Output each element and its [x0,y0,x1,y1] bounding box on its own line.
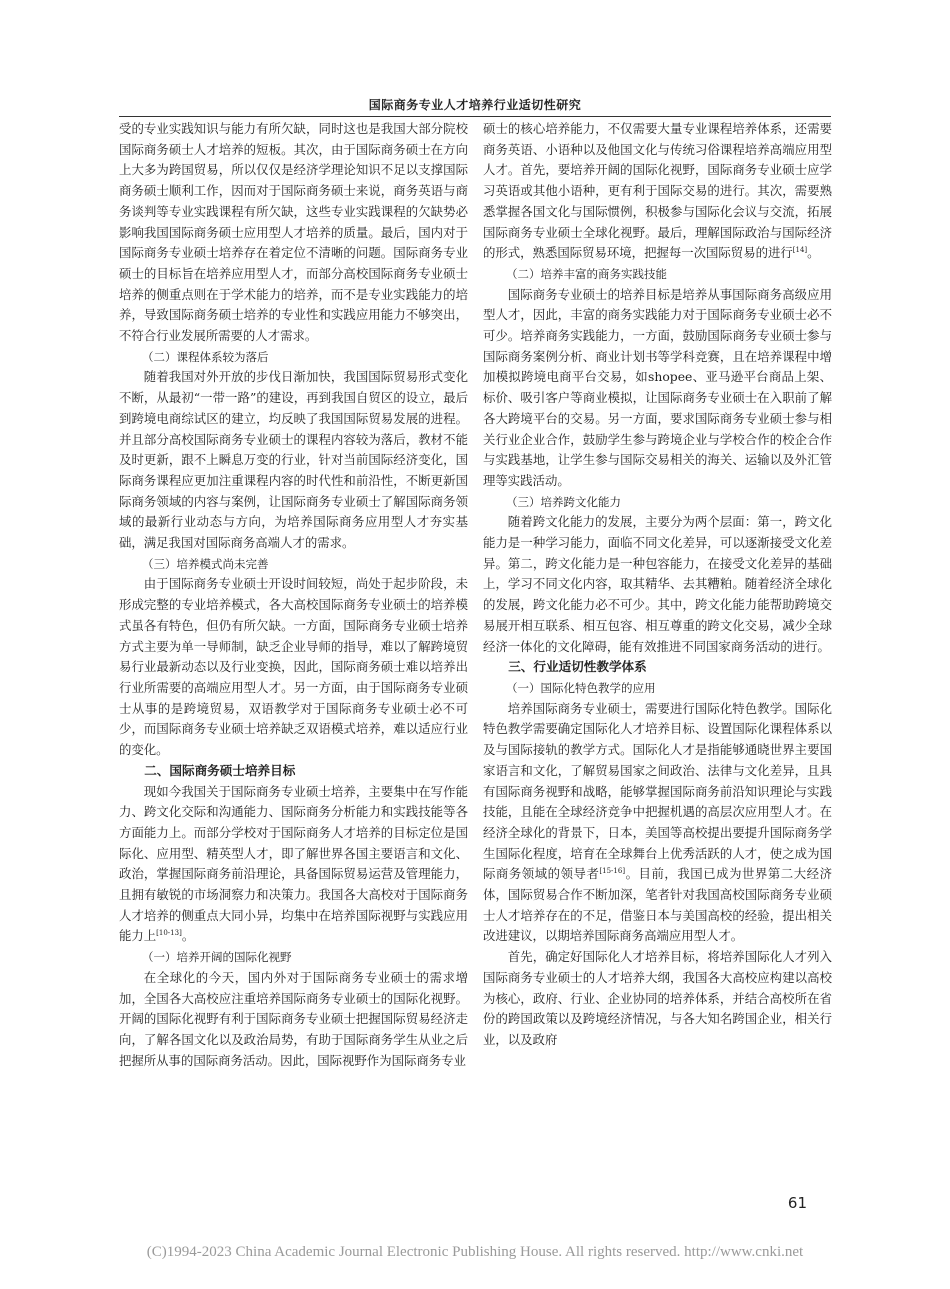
right-column [483,119,832,1209]
subsection-heading: （二）培养丰富的商务实践技能 [506,266,667,281]
section-heading: 二、国际商务硕士培养目标 [144,762,296,778]
subsection-heading: （二）课程体系较为落后 [142,349,269,364]
paragraph: 现如今我国关于国际商务专业硕士培养，主要集中在写作能力、跨文化交际和沟通能力、国际商务分析能力和实践技能等各方面能力上。而部分学校对于国际商务人才培养的目标定位是国际化、应用型、精英型人才，即了解世界各国主要语言和文化、政治，掌握国际商务前沿理论，具备国际贸易运营及管理能力，且拥有敏锐的市场洞察力和决策力。我国各大高校对于国际商务人才培养的侧重点大同小异，均集中在培养国际视野与实践应用能力上[10-13]。 [119,783,468,944]
left-column [119,119,468,1209]
subsection-heading: （三）培养模式尚未完善 [142,556,269,571]
paragraph: 首先，确定好国际化人才培养目标，将培养国际化人才列入国际商务专业硕士的人才培养大纲，我国各大高校应构建以高校为核心，政府、行业、企业协同的培养体系，并结合高校所在省份的跨国政策以及跨境经济情况，与各大知名跨国企业，相关行业，以及政府 [483,949,832,1047]
paragraph: 由于国际商务专业硕士开设时间较短，尚处于起步阶段，未形成完整的专业培养模式，各大高校国际商务专业硕士的培养模式虽各有特色，但仍有所欠缺。一方面，国际商务专业硕士培养方式主要为单一导师制，缺乏企业导师的指导，难以了解跨境贸易行业最新动态以及行业变换，因此，国际商务硕士难以培养出行业所需要的高端应用型人才。另一方面，由于国际商务专业硕士从事的是跨境贸易，双语教学对于国际商务专业硕士必不可少，而国际商务专业硕士培养缺乏双语模式培养，难以适应行业的变化。 [119,576,468,758]
copyright-footer: (C)1994-2023 China Academic Journal Electronic Publishing House. All rights reserved. http://www.cnki.net [146,1244,804,1260]
subsection-heading: （一）国际化特色教学的应用 [506,680,656,695]
citation-marker: [14] [792,246,808,255]
paragraph: 随着我国对外开放的步伐日渐加快，我国国际贸易形式变化不断，从最初“一带一路”的建设，再到我国自贸区的设立，最后到跨境电商综试区的建立，均反映了我国国际贸易发展的进程。并且部分高校国际商务专业硕士的课程内容较为落后，教材不能及时更新，跟不上瞬息万变的行业，针对当前国际经济变化，国际商务课程应更加注重课程内容的时代性和前沿性，不断更新国际商务领域的内容与案例，让国际商务专业硕士了解国际商务领域的最新行业动态与方向，为培养国际商务应用型人才夯实基础，满足我国对国际商务高端人才的需求。 [119,369,468,551]
citation-marker: [15-16] [599,867,626,876]
subsection-heading: （一）培养开阔的国际化视野 [142,950,292,965]
header-rule [119,116,831,117]
paragraph: 培养国际商务专业硕士，需要进行国际化特色教学。国际化特色教学需要确定国际化人才培养目标、设置国际化课程体系以及与国际接轨的教学方式。国际化人才是指能够通晓世界主要国家语言和文化，了解贸易国家之间政治、法律与文化差异，且具有国际商务视野和战略，能够掌握国际商务前沿知识理论与实践技能，且能在全球经济竞争中把握机遇的高层次应用型人才。在经济全球化的背景下，日本，美国等高校提出要提升国际商务学生国际化程度，培育在全球舞台上优秀活跃的人才，使之成为国际商务领域的领导者[15-16]。目前，我国已成为世界第二大经济体，国际贸易合作不断加深，笔者针对我国高校国际商务专业硕士人才培养存在的不足，借鉴日本与美国高校的经验，提出相关改进建议，以期培养国际商务高端应用型人才。 [483,700,832,944]
paragraph: 受的专业实践知识与能力有所欠缺，同时这也是我国大部分院校国际商务硕士人才培养的短板。其次，由于国际商务硕士在方向上大多为跨国贸易，所以仅仅是经济学理论知识不足以支撑国际商务硕士顺利工作，因而对于国际商务硕士来说，商务英语与商务谈判等专业实践课程有所欠缺，这些专业实践课程的欠缺势必影响我国国际商务硕士应用型人才培养的质量。最后，国内对于国际商务专业硕士培养存在着定位不清晰的问题。国际商务专业硕士的目标旨在培养应用型人才，而部分高校国际商务专业硕士培养的侧重点则在于学术能力的培养，而不是专业实践能力的培养，导致国际商务硕士培养的专业性和实践应用能力不够突出，不符合行业发展所需要的人才需求。 [119,121,468,344]
paragraph: 在全球化的今天，国内外对于国际商务专业硕士的需求增加，全国各大高校应注重培养国际商务专业硕士的国际化视野。开阔的国际化视野有利于国际商务专业硕士把握国际贸易经济走向，了解各国文化以及政治局势，有助于国际商务学生从业之后把握所从事的国际商务活动。因此，国际视野作为国际商务专业 [119,969,468,1068]
running-header: 国际商务专业人才培养行业适切性研究 [368,98,582,112]
paragraph: 硕士的核心培养能力，不仅需要大量专业课程培养体系，还需要商务英语、小语种以及他国文化与传统习俗课程培养高端应用型人才。首先，要培养开阔的国际化视野，国际商务专业硕士应学习英语或其他小语种，更有利于国际交易的进行。其次，需要熟悉掌握各国文化与国际惯例，积极参与国际化会议与交流，拓展国际商务专业硕士全球化视野。最后，理解国际政治与国际经济的形式，熟悉国际贸易环境，把握每一次国际贸易的进行[14]。 [483,121,832,261]
paragraph: 国际商务专业硕士的培养目标是培养从事国际商务高级应用型人才，因此，丰富的商务实践能力对于国际商务专业硕士必不可少。培养商务实践能力，一方面，鼓励国际商务专业硕士参与国际商务案例分析、商业计划书等学科竞赛，且在培养课程中增加模拟跨境电商平台交易，如shopee、亚马逊平台商品上架、标价、吸引客户等商业模拟，让国际商务专业硕士在入职前了解各大跨境平台的交易。另一方面，要求国际商务专业硕士参与相关行业企业合作，鼓励学生参与跨境企业与学校合作的校企合作与实践基地，让学生参与国际交易相关的海关、运输以及外汇管理等实践活动。 [483,286,832,488]
page-number: 61 [787,1194,807,1212]
subsection-heading: （三）培养跨文化能力 [506,494,621,509]
section-heading: 三、行业适切性教学体系 [508,659,647,675]
paragraph: 随着跨文化能力的发展，主要分为两个层面：第一，跨文化能力是一种学习能力，面临不同文化差异，可以逐渐接受文化差异。第二，跨文化能力是一种包容能力，在接受文化差异的基础上，学习不同文化内容，取其精华、去其糟粕。随着经济全球化的发展，跨文化能力必不可少。其中，跨文化能力能帮助跨境交易展开相互联系、相互包容、相互尊重的跨文化交易，减少全球经济一体化的文化障碍，能有效推进不同国家商务活动的进行。 [483,514,832,654]
citation-marker: [10-13] [156,929,182,938]
